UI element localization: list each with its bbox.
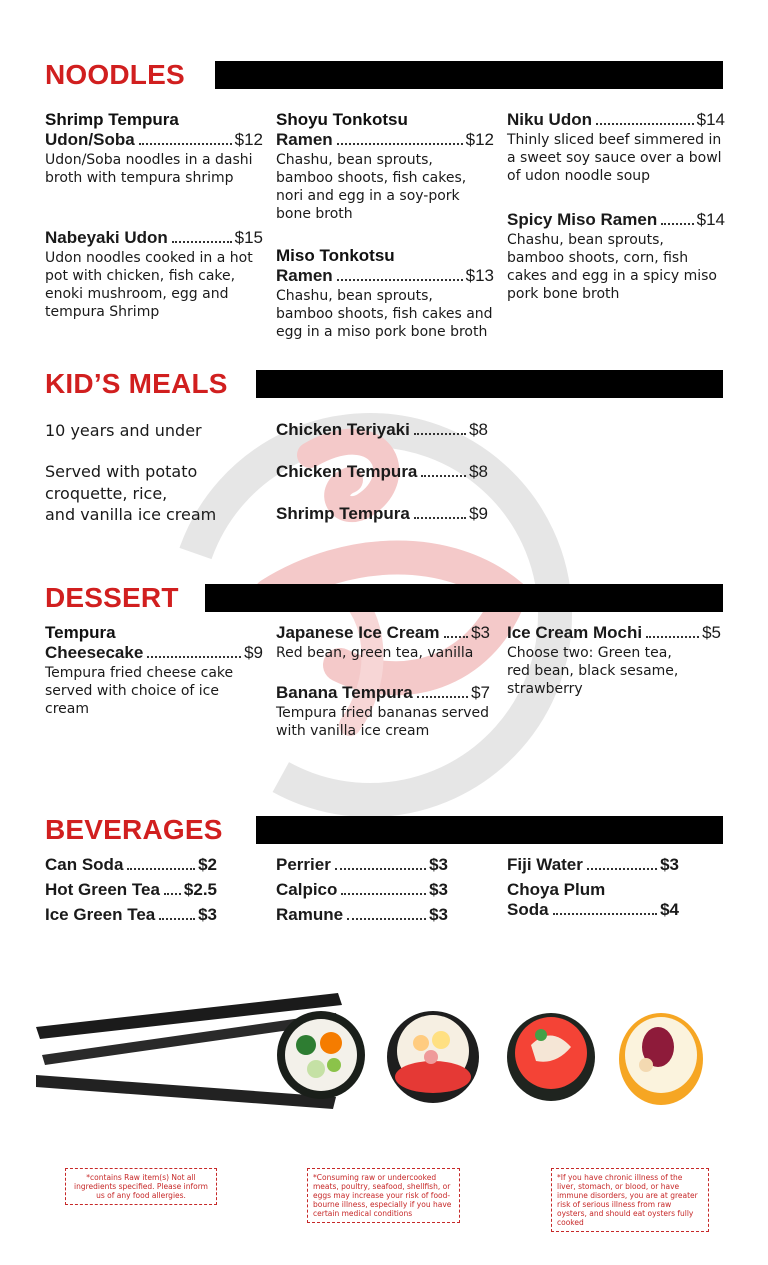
chronic-illness-notice: *If you have chronic illness of the liver, stomach, or blood, or have immune disorders, you are at greater risk of serious illness from raw oysters, and should eat oysters fully cooked: [551, 1168, 709, 1232]
noodles-bar: [215, 61, 723, 89]
item-name: Udon/Soba: [45, 130, 135, 149]
kids-item: [276, 420, 488, 440]
beverage-item: [45, 880, 217, 900]
item-name: Perrier: [276, 855, 331, 874]
item-name: Ramune: [276, 905, 344, 924]
beverage-item: [507, 880, 679, 920]
brush-circle-logo: [150, 395, 590, 835]
kids-served-line: and vanilla ice cream: [45, 505, 217, 524]
item-price: $3: [198, 905, 217, 924]
beverage-item: [45, 905, 217, 925]
menu-item: [45, 228, 263, 321]
item-desc: Udon/Soba noodles in a dashi broth with tempura shrimp: [45, 152, 253, 186]
beverage-item: [507, 855, 679, 875]
item-name: Nabeyaki Udon: [45, 228, 168, 247]
item-price: $13: [465, 266, 494, 285]
menu-item: [276, 623, 490, 662]
kids-served-line: Served with potato: [45, 462, 198, 481]
item-price: $15: [234, 228, 263, 247]
item-name: Calpico: [276, 880, 338, 899]
item-desc: Chashu, bean sprouts, bamboo shoots, fish cakes, nori and egg in a soy-pork bone broth: [276, 152, 467, 222]
item-name: Spicy Miso Ramen: [507, 210, 658, 229]
item-name: Can Soda: [45, 855, 124, 874]
item-name: Niku Udon: [507, 110, 592, 129]
item-name: Fiji Water: [507, 855, 583, 874]
item-price: $8: [469, 420, 488, 439]
kids-bar: [256, 370, 723, 398]
item-name: Hot Green Tea: [45, 880, 160, 899]
sushi-roll-icon: [387, 1011, 479, 1103]
kids-served-line: croquette, rice,: [45, 484, 168, 503]
kids-title: KID’S MEALS: [45, 368, 228, 399]
beverage-item: [45, 855, 217, 875]
item-desc: Chashu, bean sprouts, bamboo shoots, corn, fish cakes and egg in a spicy miso pork bone broth: [507, 232, 717, 302]
menu-item: [276, 110, 494, 223]
menu-item: [45, 623, 263, 718]
item-name: Ramen: [276, 130, 333, 149]
kids-item: [276, 462, 488, 482]
item-price: $4: [660, 900, 679, 919]
item-price: $3: [429, 905, 448, 924]
item-desc: Thinly sliced beef simmered in a sweet soy sauce over a bowl of udon noodle soup: [507, 132, 722, 184]
kids-header: [45, 369, 723, 399]
item-price: $12: [234, 130, 263, 149]
item-price: $9: [244, 643, 263, 662]
item-price: $14: [696, 210, 725, 229]
item-price: $3: [429, 880, 448, 899]
item-name: Ramen: [276, 266, 333, 285]
menu-item: [276, 246, 494, 341]
dessert-title: DESSERT: [45, 582, 179, 613]
menu-item: [276, 683, 490, 740]
item-name: Ice Cream Mochi: [507, 623, 643, 642]
undercooked-notice: *Consuming raw or undercooked meats, poultry, seafood, shellfish, or eggs may increase your risk of food-bourne illness, especially if you have certain medical conditions: [307, 1168, 460, 1223]
menu-item: [45, 110, 263, 187]
dessert-bar: [205, 584, 723, 612]
item-name: Shoyu Tonkotsu: [276, 110, 408, 129]
sushi-roll-icon: [277, 1011, 365, 1099]
item-name: Shrimp Tempura: [45, 110, 179, 129]
sushi-roll-icon: [619, 1013, 703, 1105]
item-name: Shrimp Tempura: [276, 504, 410, 523]
item-name: Chicken Teriyaki: [276, 420, 410, 439]
item-desc: Tempura fried cheese cake served with choice of ice cream: [45, 665, 234, 717]
beverage-item: [276, 905, 448, 925]
menu-item: [507, 210, 725, 303]
item-name: Ice Green Tea: [45, 905, 156, 924]
item-price: $2: [198, 855, 217, 874]
item-price: $2.5: [183, 880, 217, 899]
item-price: $8: [469, 462, 488, 481]
item-price: $3: [471, 623, 490, 642]
item-desc: Chashu, bean sprouts, bamboo shoots, fish cakes and egg in a miso pork bone broth: [276, 288, 493, 340]
item-price: $7: [471, 683, 490, 702]
sushi-illustration: [36, 985, 736, 1125]
item-name: Tempura: [45, 623, 116, 642]
beverage-item: [276, 880, 448, 900]
item-name: Cheesecake: [45, 643, 144, 662]
item-desc: Red bean, green tea, vanilla: [276, 645, 474, 661]
raw-items-notice: *contains Raw item(s) Not all ingredients specified. Please inform us of any food allergies.: [65, 1168, 217, 1205]
item-name: Miso Tonkotsu: [276, 246, 395, 265]
kids-age-note: 10 years and under: [45, 421, 202, 440]
beverages-title: BEVERAGES: [45, 814, 223, 845]
beverage-item: [276, 855, 448, 875]
dessert-header: [45, 583, 723, 613]
kids-item: [276, 504, 488, 524]
item-price: $5: [702, 623, 721, 642]
item-desc: Tempura fried bananas served with vanilla ice cream: [276, 705, 490, 739]
menu-item: [507, 623, 721, 698]
noodles-header: [45, 60, 723, 90]
item-name: Soda: [507, 900, 549, 919]
beverages-header: [45, 815, 723, 845]
item-name: Banana Tempura: [276, 683, 413, 702]
item-price: $3: [429, 855, 448, 874]
noodles-title: NOODLES: [45, 59, 185, 90]
sushi-roll-icon: [507, 1013, 595, 1101]
menu-item: [507, 110, 725, 185]
item-price: $3: [660, 855, 679, 874]
item-price: $12: [465, 130, 494, 149]
item-price: $9: [469, 504, 488, 523]
beverages-bar: [256, 816, 723, 844]
item-name: Japanese Ice Cream: [276, 623, 440, 642]
item-price: $14: [696, 110, 725, 129]
item-desc: Udon noodles cooked in a hot pot with chicken, fish cake, enoki mushroom, egg and tempura Shrimp: [45, 250, 253, 320]
item-name: Choya Plum: [507, 880, 606, 899]
item-desc: Choose two: Green tea, red bean, black sesame, strawberry: [507, 645, 679, 697]
item-name: Chicken Tempura: [276, 462, 418, 481]
